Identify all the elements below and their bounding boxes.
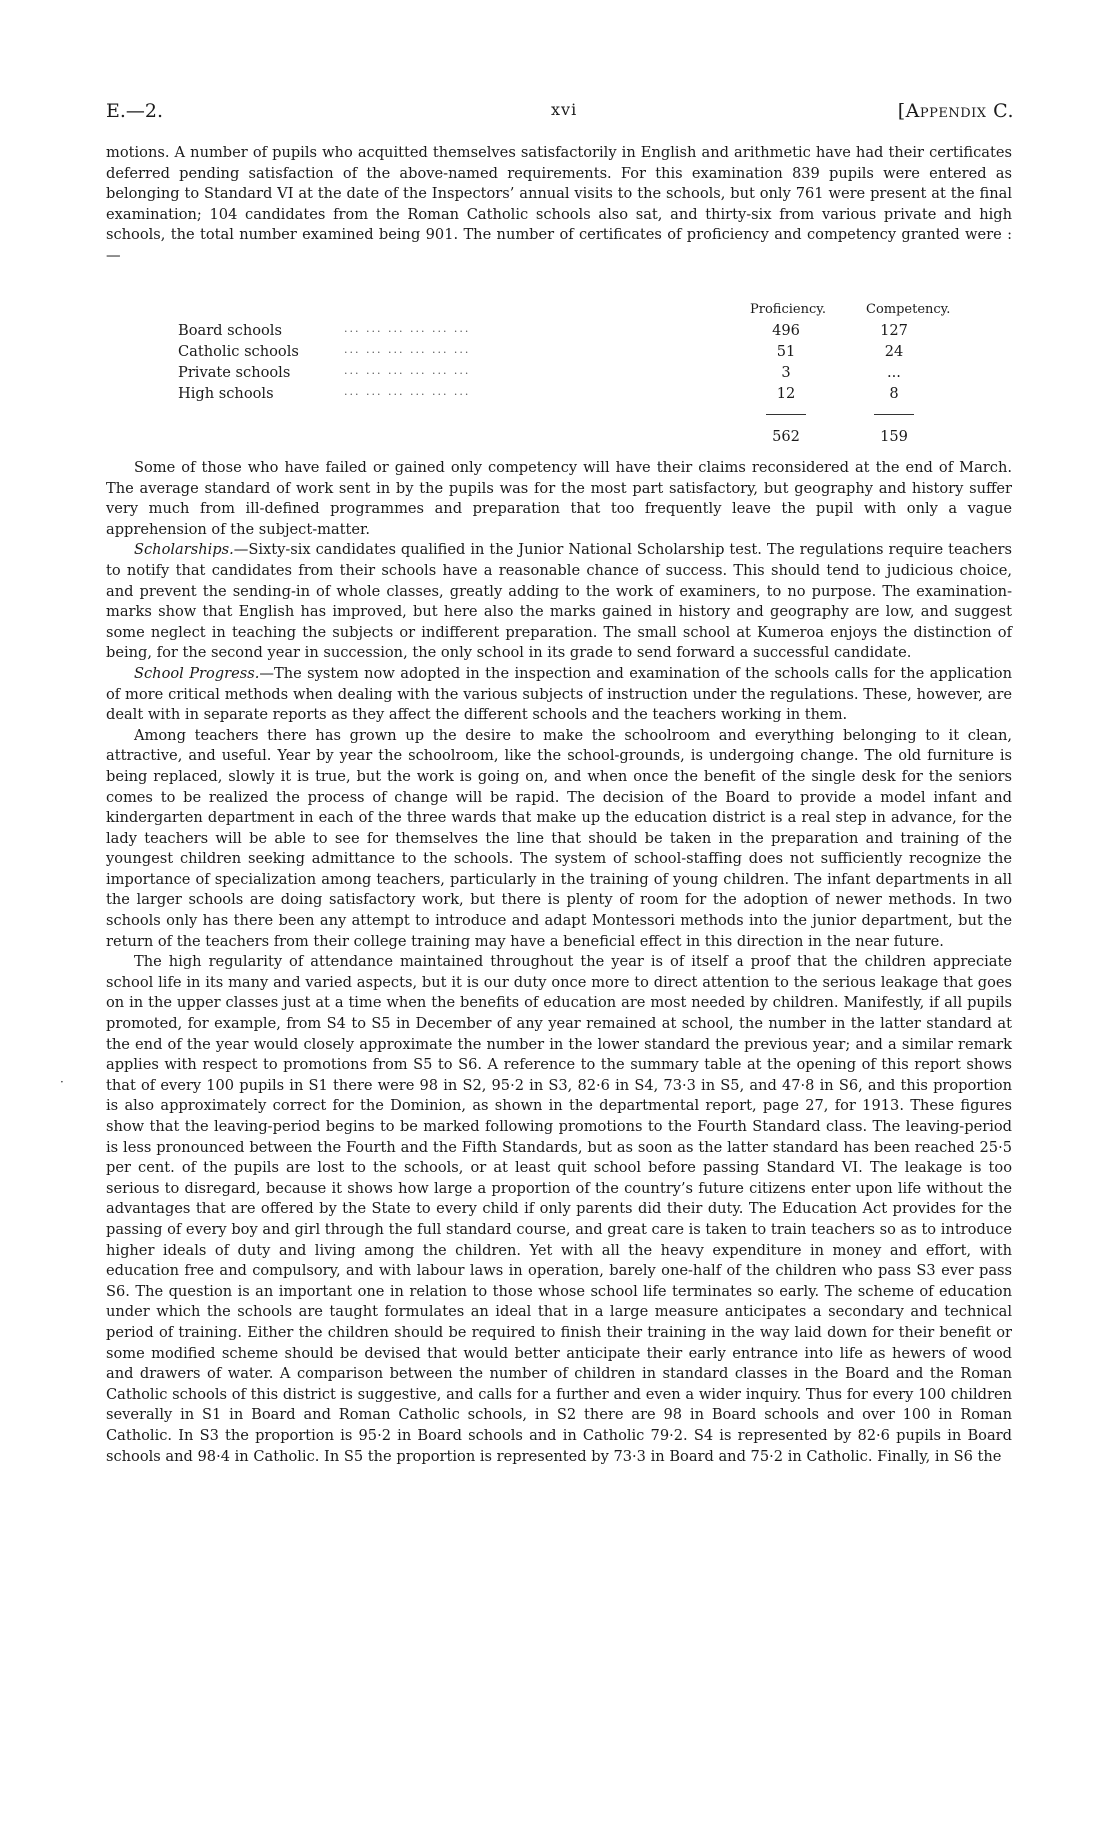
margin-speck: ·	[60, 1075, 64, 1089]
total-rule-proficiency	[766, 414, 806, 415]
table-row	[106, 364, 1012, 385]
proficiency-value: 3	[781, 364, 791, 381]
page-number: xvi	[551, 100, 578, 119]
proficiency-value: 12	[776, 385, 796, 402]
proficiency-total: 562	[772, 428, 800, 445]
leader-dots: ... ... ... ... ... ...	[344, 343, 471, 356]
paragraph-attendance: The high regularity of attendance maintained throughout the year is of itself a proof that the children appreciate school life in its many and varied aspects, but it is our duty once more to direct attention to the serious leakage that goes on in the upper classes just at a time when the benefits of education are most needed by children. Manifestly, if all pupils promoted, for example, from S4 to S5 in December of any year remained at school, the number in the latter standard at the end of the year would closely approximate the number in the lower standard the previous year; and a similar remark applies with respect to promotions from S5 to S6. A reference to the summary table at the opening of this report shows that of every 100 pupils in S1 there were 98 in S2, 95·2 in S3, 82·6 in S4, 73·3 in S5, and 47·8 in S6, and this proportion is also approximately correct for the Dominion, as shown in the departmental report, page 27, for 1913. These figures show that the leaving-period begins to be marked following promotions to the Fourth Standard class. The leaving-period is less pronounced between the Fourth and the Fifth Standards, but as soon as the latter standard has been reached 25·5 per cent. of the pupils are lost to the schools, or at least quit school before passing Standard VI. The leakage is too serious to disregard, because it shows how large a proportion of the country’s future citizens enter upon life without the advantages that are offered by the State to every child if only parents did their duty. The Education Act provides for the passing of every boy and girl through the full standard course, and great care is taken to train teachers so as to introduce higher ideals of duty and living among the children. Yet with all the heavy expenditure in money and effort, with education free and compulsory, and with labour laws in operation, barely one-half of the children who pass S3 ever pass S6. The question is an important one in relation to those whose school life terminates so early. The scheme of education under which the schools are taught formulates an ideal that in a large measure anticipates a secondary and technical period of training. Either the children should be required to finish their training in the way laid down for their benefit or some modified scheme should be devised that would better anticipate their early entrance into life as hewers of wood and drawers of water. A comparison between the number of children in standard classes in the Board and the Roman Catholic schools of this district is suggestive, and calls for a further and even a wider inquiry. Thus for every 100 children severally in S1 in Board and Roman Catholic schools, in S2 there are 98 in Board schools and over 100 in Roman Catholic. In S3 the proportion is 95·2 in Board schools and in Catholic 79·2. S4 is represented by 82·6 pupils in Board schools and 98·4 in Catholic. In S5 the proportion is represented by 73·3 in Board and 75·2 in Catholic. Finally, in S6 the	[106, 953, 1012, 1465]
competency-value: 8	[889, 385, 899, 402]
competency-total: 159	[880, 428, 908, 445]
proficiency-value: 496	[772, 322, 800, 339]
row-label: Board schools	[178, 322, 282, 339]
school-progress-heading: School Progress.	[134, 664, 260, 682]
row-label: Private schools	[178, 364, 291, 381]
paragraph-reconsideration: Some of those who have failed or gained only competency will have their claims reconsidered at the end of March. The average standard of work sent in by the pupils was for the most part satisfactory, but geography and history suffer very much from ill-defined programmes and preparation that too frequently leave the pupil with only a vague apprehension of the subject-matter.	[106, 459, 1012, 538]
school-progress-text: —The system now adopted in the inspection and examination of the schools calls for the application of more critical methods when dealing with the various subjects of instruction under the regulations. These, however, are dealt with in separate reports as they affect the different schools and the teachers working in them.	[106, 664, 1012, 724]
competency-value: 127	[880, 322, 908, 339]
proficiency-value: 51	[776, 343, 796, 360]
leader-dots: ... ... ... ... ... ...	[344, 364, 471, 377]
paragraph-schoolroom: Among teachers there has grown up the desire to make the schoolroom and everything belonging to it clean, attractive, and useful. Year by year the schoolroom, like the school-grounds, is undergoing change. The old furniture is being replaced, slowly it is true, but the work is going on, and when once the benefit of the single desk for the seniors comes to be realized the process of change will be rapid. The decision of the Board to provide a model infant and kindergarten department in each of the three wards that make up the education district is a real step in advance, for the lady teachers will be able to see for themselves the line that should be taken in the preparation and training of the youngest children seeking admittance to the schools. The system of school-staffing does not sufficiently recognize the importance of specialization among teachers, particularly in the training of young children. The infant departments in all the larger schools are doing satisfactory work, but there is plenty of room for the adoption of newer methods. In two schools only has there been any attempt to introduce and adapt Montessori methods into the junior department, but the return of the teachers from their college training may have a beneficial effect in this direction in the near future.	[106, 726, 1012, 950]
table-row	[106, 322, 1012, 343]
row-label: High schools	[178, 385, 274, 402]
page-header	[106, 100, 1014, 132]
scholarships-heading: Scholarships.	[134, 541, 234, 559]
row-label: Catholic schools	[178, 343, 299, 360]
leader-dots: ... ... ... ... ... ...	[344, 322, 471, 335]
proficiency-header: Proficiency.	[750, 302, 826, 317]
competency-value: ...	[887, 364, 901, 381]
totals-row	[106, 428, 1012, 449]
total-rule-competency	[874, 414, 914, 415]
main-text-block	[106, 458, 1012, 1467]
intro-paragraph: motions. A number of pupils who acquitted themselves satisfactorily in English and arithmetic have had their certificates deferred pending satisfaction of the above-named requirements. For this examination 839 pupils were entered as belonging to Standard VI at the date of the Inspectors’ annual visits to the schools, but only 761 were present at the final examination; 104 candidates from the Roman Catholic schools also sat, and thirty-six from various private and high schools, the total number examined being 901. The number of certificates of proficiency and competency granted were :—	[106, 144, 1012, 264]
certificates-table	[106, 302, 1012, 454]
paragraph-scholarships	[106, 540, 1012, 664]
table-row	[106, 385, 1012, 406]
competency-value: 24	[884, 343, 904, 360]
report-code: E.—2.	[106, 100, 164, 122]
table-row	[106, 343, 1012, 364]
scholarships-text: —Sixty-six candidates qualified in the Junior National Scholarship test. The regulations require teachers to notify that candidates from their schools have a reasonable chance of success. This should tend to judicious choice, and prevent the sending-in of whole classes, greatly adding to the work of examiners, to no purpose. The examination-marks show that English has improved, but here also the marks gained in history and geography are low, and suggest some neglect in teaching the subjects or indifferent preparation. The small school at Kumeroa enjoys the distinction of being, for the second year in succession, the only school in its grade to send forward a successful candidate.	[106, 541, 1012, 662]
competency-header: Competency.	[866, 302, 951, 317]
appendix-label: [Appendix C.	[897, 100, 1014, 122]
paragraph-school-progress	[106, 664, 1012, 726]
leader-dots: ... ... ... ... ... ...	[344, 385, 471, 398]
intro-paragraph-block	[106, 143, 1012, 267]
